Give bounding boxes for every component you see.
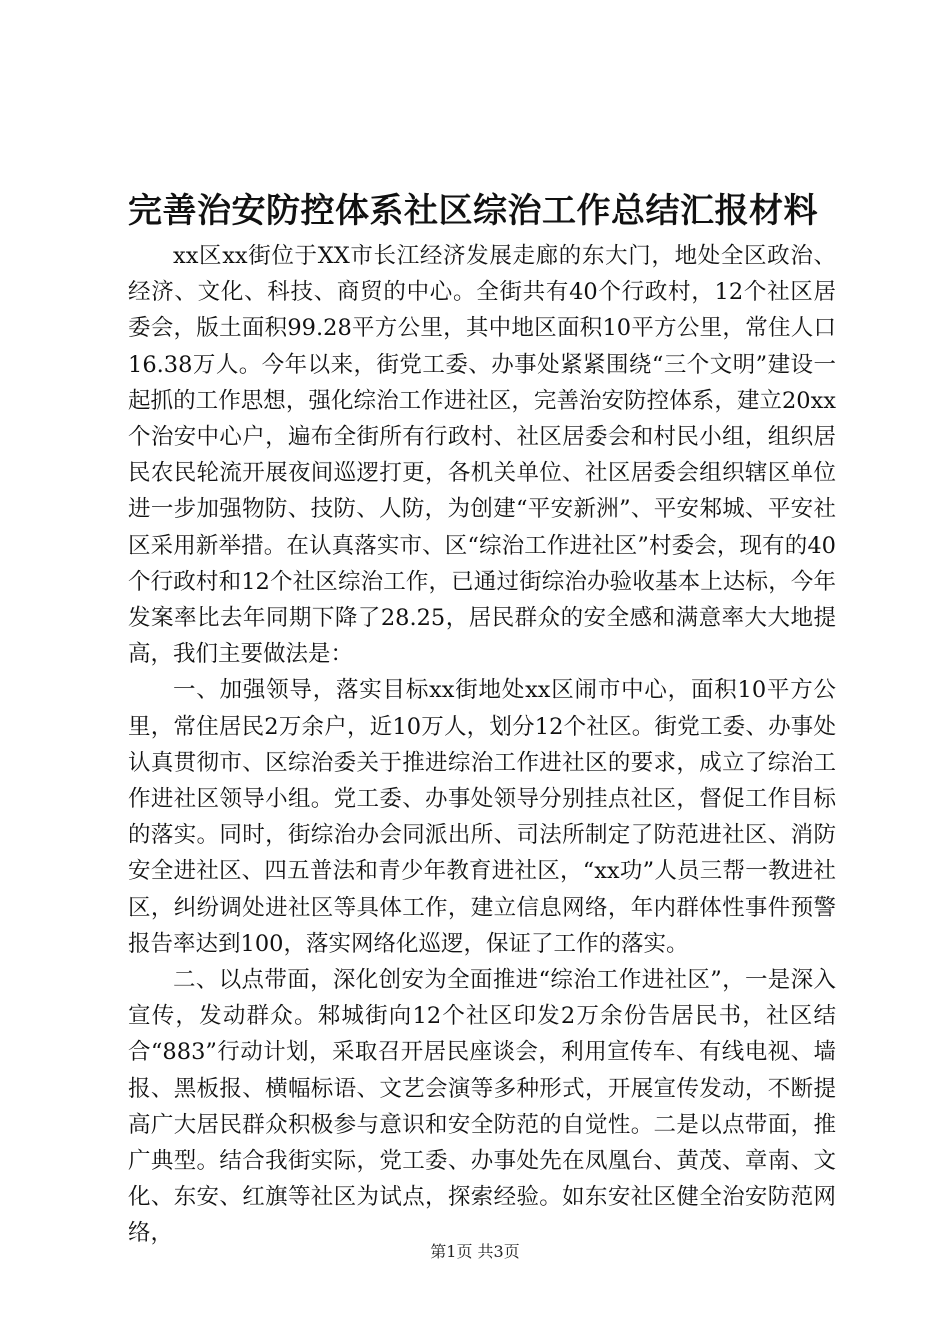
document-body <box>128 238 836 1252</box>
paragraph-intro: xx区xx街位于XX市长江经济发展走廊的东大门，地处全区政治、经济、文化、科技、商贸的中心。全街共有40个行政村，12个社区居委会，版土面积99.28平方公里，其中地区面积10平方公里，常住人口16.38万人。今年以来，街党工委、办事处紧紧围绕“三个文明”建设一起抓的工作思想，强化综治工作进社区，完善治安防控体系，建立20xx个治安中心户，遍布全街所有行政村、社区居委会和村民小组，组织居民农民轮流开展夜间巡逻打更，各机关单位、社区居委会组织辖区单位进一步加强物防、技防、人防，为创建“平安新洲”、平安邾城、平安社区采用新举措。在认真落实市、区“综治工作进社区”村委会，现有的40个行政村和12个社区综治工作，已通过街综治办验收基本上达标，今年发案率比去年同期下降了28.25，居民群众的安全感和满意率大大地提高，我们主要做法是： <box>128 243 836 668</box>
page-number-footer: 第1页 共3页 <box>430 1242 520 1261</box>
paragraph-section-one: 一、加强领导，落实目标xx街地处xx区闹市中心，面积10平方公里，常住居民2万余户，近10万人，划分12个社区。街党工委、办事处认真贯彻市、区综治委关于推进综治工作进社区的要求，成立了综治工作进社区领导小组。党工委、办事处领导分别挂点社区，督促工作目标的落实。同时，街综治办会同派出所、司法所制定了防范进社区、消防安全进社区、四五普法和青少年教育进社区，“xx功”人员三帮一教进社区，纠纷调处进社区等具体工作，建立信息网络，年内群体性事件预警报告率达到100，落实网络化巡逻，保证了工作的落实。 <box>128 677 836 957</box>
paragraph-section-two: 二、以点带面，深化创安为全面推进“综治工作进社区”，一是深入宣传，发动群众。邾城街向12个社区印发2万余份告居民书，社区结合“883”行动计划，采取召开居民座谈会，利用宣传车、有线电视、墙报、黑板报、横幅标语、文艺会演等多种形式，开展宣传发动，不断提高广大居民群众积极参与意识和安全防范的自觉性。二是以点带面，推广典型。结合我街实际，党工委、办事处先在凤凰台、黄茂、章南、文化、东安、红旗等社区为试点，探索经验。如东安社区健全治安防范网络， <box>128 967 836 1247</box>
document-title: 完善治安防控体系社区综治工作总结汇报材料 <box>128 191 818 231</box>
